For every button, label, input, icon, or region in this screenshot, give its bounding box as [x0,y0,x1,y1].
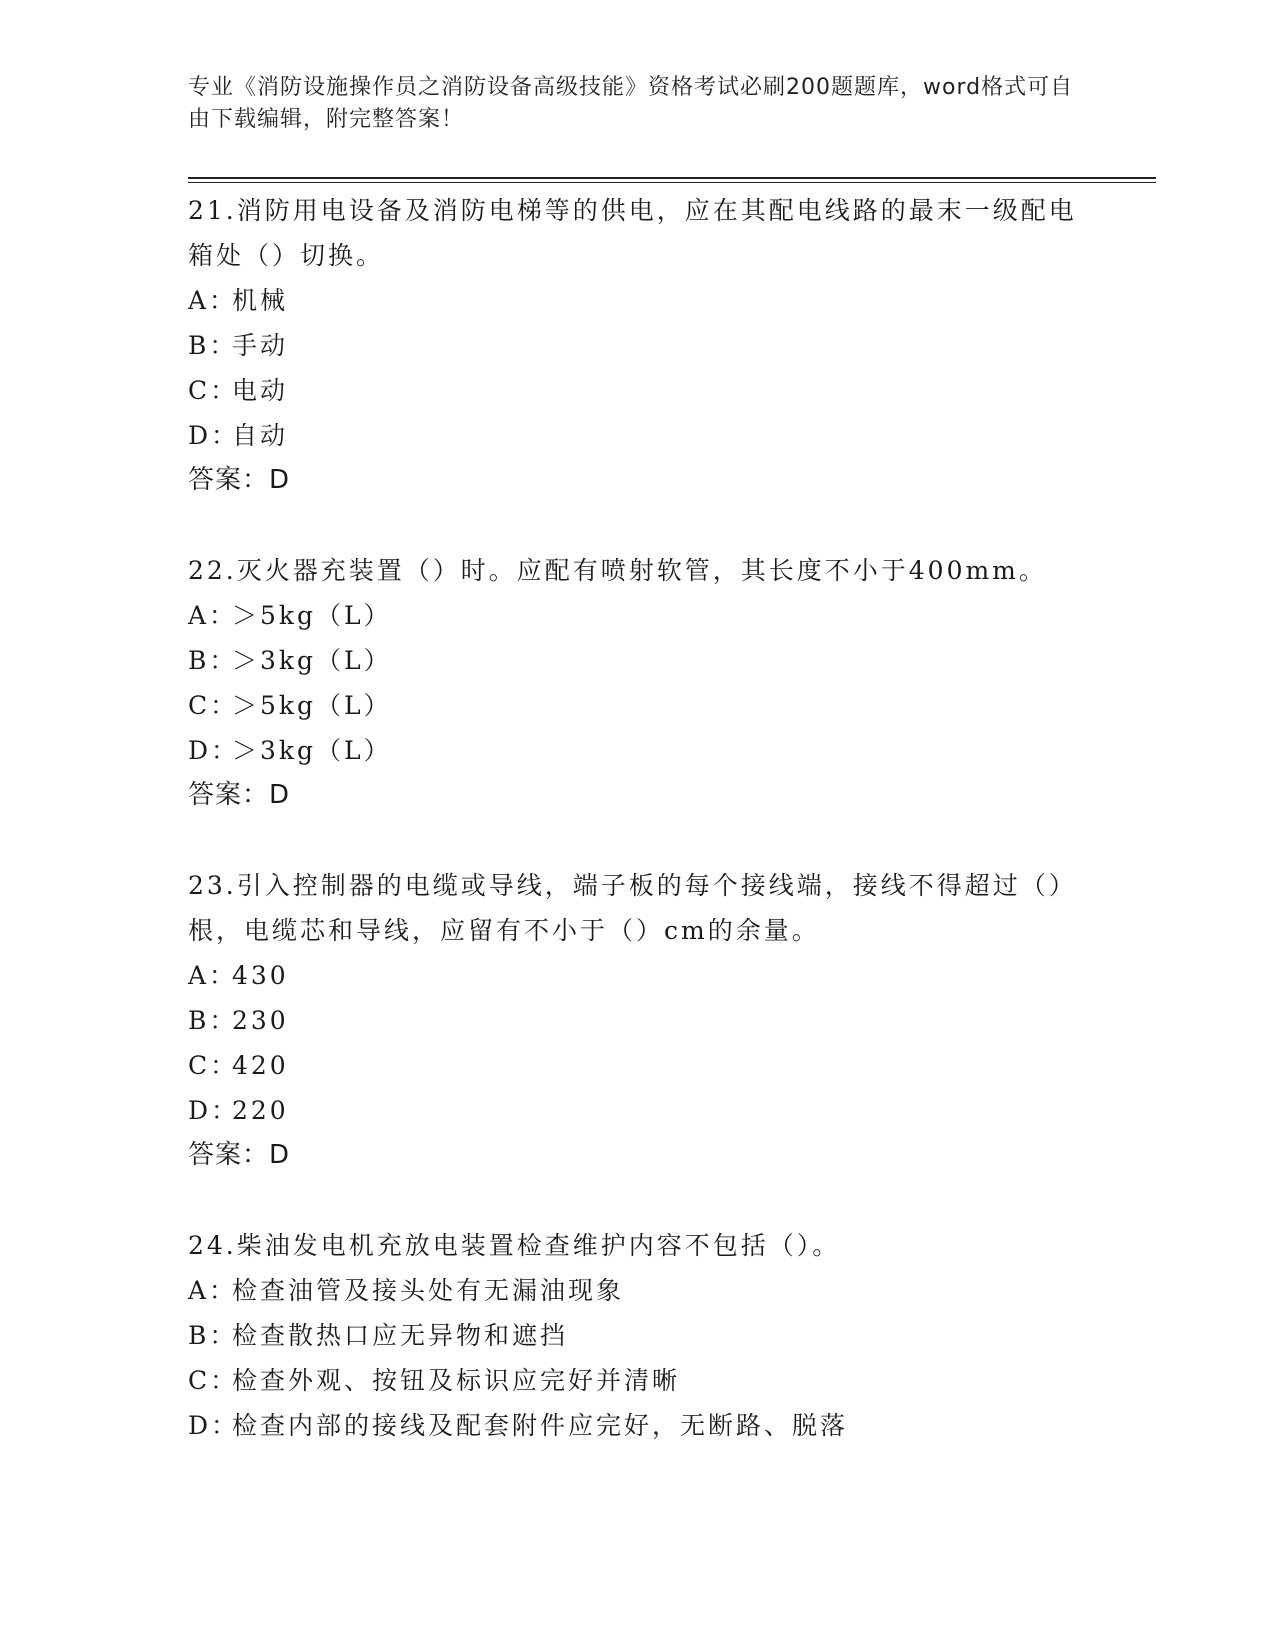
question-22 [188,548,1088,818]
option-a [188,593,1088,638]
option-text: 电动 [232,376,289,405]
option-letter: D： [188,736,240,765]
option-b [188,998,1088,1043]
option-letter: C： [188,1051,239,1080]
option-d [188,413,1088,458]
header-divider-thin [188,182,1156,183]
option-letter: B： [188,331,238,360]
question-stem: 22.灭火器充装置（）时。应配有喷射软管，其长度不小于400mm。 [188,556,1047,585]
option-letter: A： [188,961,238,990]
option-letter: A： [188,1276,238,1305]
option-letter: C： [188,691,239,720]
question-24 [188,1223,1088,1448]
option-c [188,1358,1088,1403]
option-d [188,728,1088,773]
option-text: ＞3kg（L） [232,646,392,675]
answer-line: 答案：D [188,780,291,810]
option-text: ＞5kg（L） [232,601,392,630]
option-letter: C： [188,376,239,405]
option-letter: B： [188,646,238,675]
option-text: 检查外观、按钮及标识应完好并清晰 [232,1366,681,1395]
option-letter: C： [188,1366,239,1395]
option-text: 430 [232,961,289,990]
option-text: 检查内部的接线及配套附件应完好，无断路、脱落 [232,1411,849,1440]
option-a [188,953,1088,998]
question-21 [188,188,1088,503]
question-stem: 23.引入控制器的电缆或导线，端子板的每个接线端，接线不得超过（）根，电缆芯和导线，应留有不小于（）cm的余量。 [188,871,1077,945]
option-d [188,1088,1088,1133]
option-text: 220 [232,1096,289,1125]
option-b [188,1313,1088,1358]
option-letter: D： [188,1411,240,1440]
option-letter: B： [188,1321,238,1350]
option-text: 自动 [232,421,289,450]
option-letter: B： [188,1006,238,1035]
question-stem: 21.消防用电设备及消防电梯等的供电，应在其配电线路的最末一级配电箱处（）切换。 [188,196,1077,270]
option-text: ＞3kg（L） [232,736,392,765]
question-stem: 24.柴油发电机充放电装置检查维护内容不包括（）。 [188,1231,841,1260]
option-a [188,1268,1088,1313]
option-letter: A： [188,601,238,630]
answer-line: 答案：D [188,1140,291,1170]
option-a [188,278,1088,323]
option-d [188,1403,1088,1448]
option-c [188,683,1088,728]
option-letter: D： [188,1096,240,1125]
option-text: 检查油管及接头处有无漏油现象 [232,1276,625,1305]
header-divider-thick [188,177,1156,179]
answer-line: 答案：D [188,465,291,495]
option-c [188,368,1088,413]
question-list [188,188,1088,1493]
option-text: 420 [232,1051,289,1080]
option-letter: A： [188,286,238,315]
document-header: 专业《消防设施操作员之消防设备高级技能》资格考试必刷200题题库，word格式可自由下载编辑，附完整答案！ [188,75,1074,132]
option-b [188,638,1088,683]
option-text: 230 [232,1006,289,1035]
option-text: 机械 [232,286,289,315]
option-text: ＞5kg（L） [232,691,392,720]
option-text: 检查散热口应无异物和遮挡 [232,1321,569,1350]
option-letter: D： [188,421,240,450]
option-b [188,323,1088,368]
option-text: 手动 [232,331,289,360]
option-c [188,1043,1088,1088]
question-23 [188,863,1088,1178]
